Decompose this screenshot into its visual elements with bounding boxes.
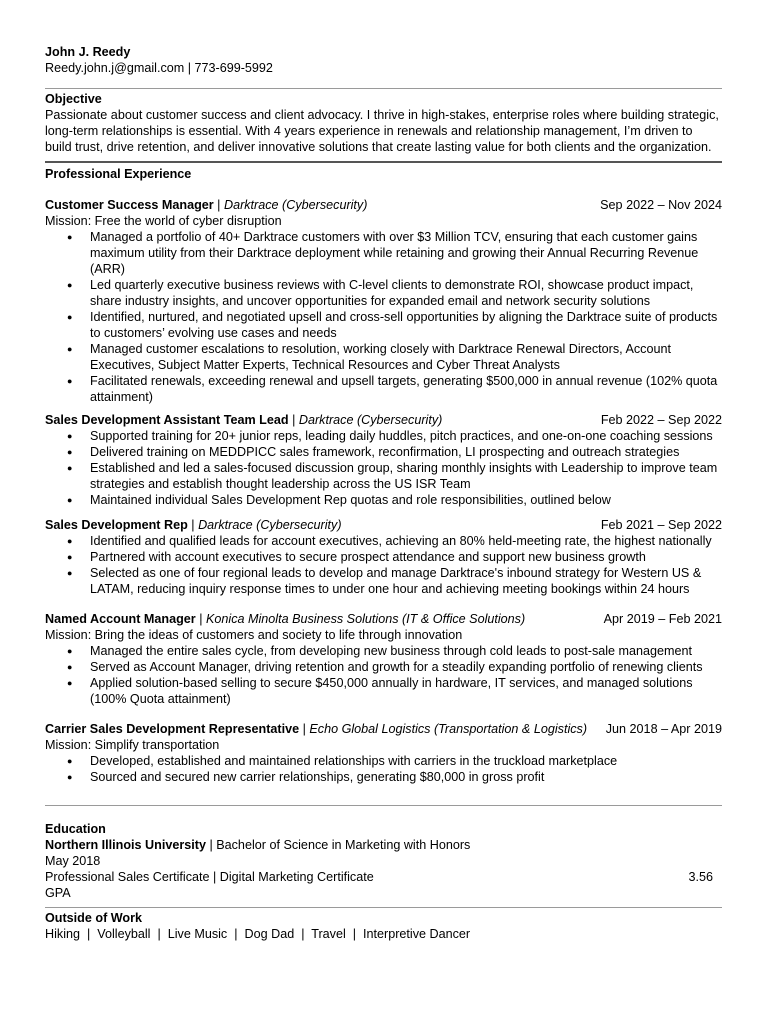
job-company: Darktrace (Cybersecurity) [198, 518, 342, 532]
experience-heading: Professional Experience [45, 167, 192, 181]
gpa-label: GPA [45, 886, 71, 900]
divider [45, 88, 722, 89]
outside-section [45, 910, 722, 942]
job-header: Sales Development Rep | Darktrace (Cybersecurity) Feb 2021 – Sep 2022 [45, 518, 722, 532]
objective-text: Passionate about customer success and client advocacy. I thrive in high-stakes, enterprise roles where building strategic, long-term relationships is essential. With 4 years experience in renewals and relationship management, I’m driven to build trust, drive retention, and deliver innovative solutions that create lasting value for both clients and the organization. [45, 108, 719, 154]
education-heading: Education [45, 822, 106, 836]
job-bullet: ● Delivered training on MEDDPICC sales framework, reconfirmation, LI prospecting and outreach strategies [45, 444, 722, 460]
job-bullets [45, 229, 722, 405]
job-entry [45, 197, 722, 405]
outside-heading: Outside of Work [45, 911, 143, 925]
job-bullet: ● Identified, nurtured, and negotiated upsell and cross-sell opportunities by aligning the Darktrace suite of products to customers’ evolving use cases and needs [45, 309, 722, 341]
job-title: Sales Development Rep [45, 518, 188, 532]
divider [45, 161, 722, 163]
job-company: Echo Global Logistics (Transportation & Logistics) [309, 722, 588, 736]
education-section [45, 821, 722, 901]
job-bullet: ● Maintained individual Sales Development Rep quotas and role responsibilities, outlined below [45, 492, 722, 508]
job-bullets [45, 533, 722, 597]
job-title: Named Account Manager [45, 612, 196, 626]
job-bullet: ● Identified and qualified leads for account executives, achieving an 80% held-meeting rate, the highest nationally [45, 533, 722, 549]
job-header: Carrier Sales Development Representative | Echo Global Logistics (Transportation & Logistics) Jun 2018 – Apr 2019 [45, 722, 722, 736]
divider [45, 805, 722, 806]
contact-info: Reedy.john.j@gmail.com | 773-699-5992 [45, 61, 273, 75]
job-bullet: ● Applied solution-based selling to secure $450,000 annually in hardware, IT services, and managed solutions (100% Quota attainment) [45, 675, 722, 707]
job-entry [45, 611, 722, 707]
job-bullet: ● Facilitated renewals, exceeding renewal and upsell targets, generating $500,000 in annual revenue (102% quota attainment) [45, 373, 722, 405]
job-bullet: ● Managed the entire sales cycle, from developing new business through cold leads to post-sale management [45, 643, 722, 659]
certificates: Professional Sales Certificate | Digital Marketing Certificate [45, 870, 374, 884]
job-bullet: ● Selected as one of four regional leads to develop and manage Darktrace's inbound strategy for Western US & LATAM, reducing inquiry response times to under one hour and achieving meeting bookings within 24 hours [45, 565, 722, 597]
gpa-value: 3.56 [688, 870, 713, 884]
job-title: Customer Success Manager [45, 198, 214, 212]
job-bullet: ● Sourced and secured new carrier relationships, generating $80,000 in gross profit [45, 769, 722, 785]
job-bullet: ● Supported training for 20+ junior reps, leading daily huddles, pitch practices, and one-on-one coaching sessions [45, 428, 722, 444]
job-mission: Mission: Free the world of cyber disruption [45, 214, 282, 228]
objective-heading: Objective [45, 92, 102, 106]
job-dates: Sep 2022 – Nov 2024 [600, 198, 722, 212]
candidate-name: John J. Reedy [45, 45, 131, 59]
job-dates: Jun 2018 – Apr 2019 [605, 722, 722, 736]
job-bullets [45, 753, 722, 785]
resume-page [45, 44, 722, 942]
job-entry [45, 412, 722, 508]
job-mission: Mission: Simplify transportation [45, 738, 220, 752]
education-school-line: Northern Illinois University | Bachelor of Science in Marketing with Honors [45, 838, 471, 852]
job-title: Sales Development Assistant Team Lead [45, 413, 289, 427]
job-dates: Feb 2022 – Sep 2022 [600, 413, 722, 427]
objective-section [45, 91, 722, 155]
hobbies: Hiking | Volleyball | Live Music | Dog Dad | Travel | Interpretive Dancer [45, 927, 471, 941]
job-bullet: ● Established and led a sales-focused discussion group, sharing monthly insights with Leadership to improve team strategies and establish thought leadership across the US ISR Team [45, 460, 722, 492]
job-dates: Apr 2019 – Feb 2021 [603, 612, 722, 626]
experience-section [45, 166, 722, 785]
job-header: Customer Success Manager | Darktrace (Cybersecurity) Sep 2022 – Nov 2024 [45, 198, 722, 212]
certificates-row [45, 869, 722, 885]
job-bullet: ● Led quarterly executive business reviews with C-level clients to demonstrate ROI, showcase product impact, share industry insights, and uncover opportunities for expanded email and network security solutions [45, 277, 722, 309]
job-mission: Mission: Bring the ideas of customers and society to life through innovation [45, 628, 463, 642]
job-bullet: ● Developed, established and maintained relationships with carriers in the truckload marketplace [45, 753, 722, 769]
job-dates: Feb 2021 – Sep 2022 [600, 518, 722, 532]
job-entry [45, 517, 722, 597]
job-bullet: ● Served as Account Manager, driving retention and growth for a steadily expanding portfolio of renewing clients [45, 659, 722, 675]
job-header: Sales Development Assistant Team Lead | Darktrace (Cybersecurity) Feb 2022 – Sep 2022 [45, 413, 722, 427]
graduation-date: May 2018 [45, 854, 101, 868]
job-bullet: ● Managed a portfolio of 40+ Darktrace customers with over $3 Million TCV, ensuring that each customer gains maximum utility from their Darktrace deployment while retaining and growing their Annual Recurring Revenue (ARR) [45, 229, 722, 277]
degree: Bachelor of Science in Marketing with Honors [216, 838, 471, 852]
job-company: Darktrace (Cybersecurity) [298, 413, 443, 427]
job-bullets [45, 428, 722, 508]
divider [45, 907, 722, 908]
job-company: Konica Minolta Business Solutions (IT & Office Solutions) [205, 612, 526, 626]
school-name: Northern Illinois University [45, 838, 206, 852]
job-bullet: ● Managed customer escalations to resolution, working closely with Darktrace Renewal Directors, Account Executives, Subject Matter Experts, Technical Resources and Cyber Threat Analysts [45, 341, 722, 373]
job-entry [45, 721, 722, 785]
job-header: Named Account Manager | Konica Minolta Business Solutions (IT & Office Solutions) Apr 2019 – Feb 2021 [45, 612, 722, 626]
job-title: Carrier Sales Development Representative [45, 722, 300, 736]
job-bullets [45, 643, 722, 707]
resume-header [45, 44, 722, 76]
job-company: Darktrace (Cybersecurity) [223, 198, 368, 212]
job-bullet: ● Partnered with account executives to secure prospect attendance and support new business growth [45, 549, 722, 565]
